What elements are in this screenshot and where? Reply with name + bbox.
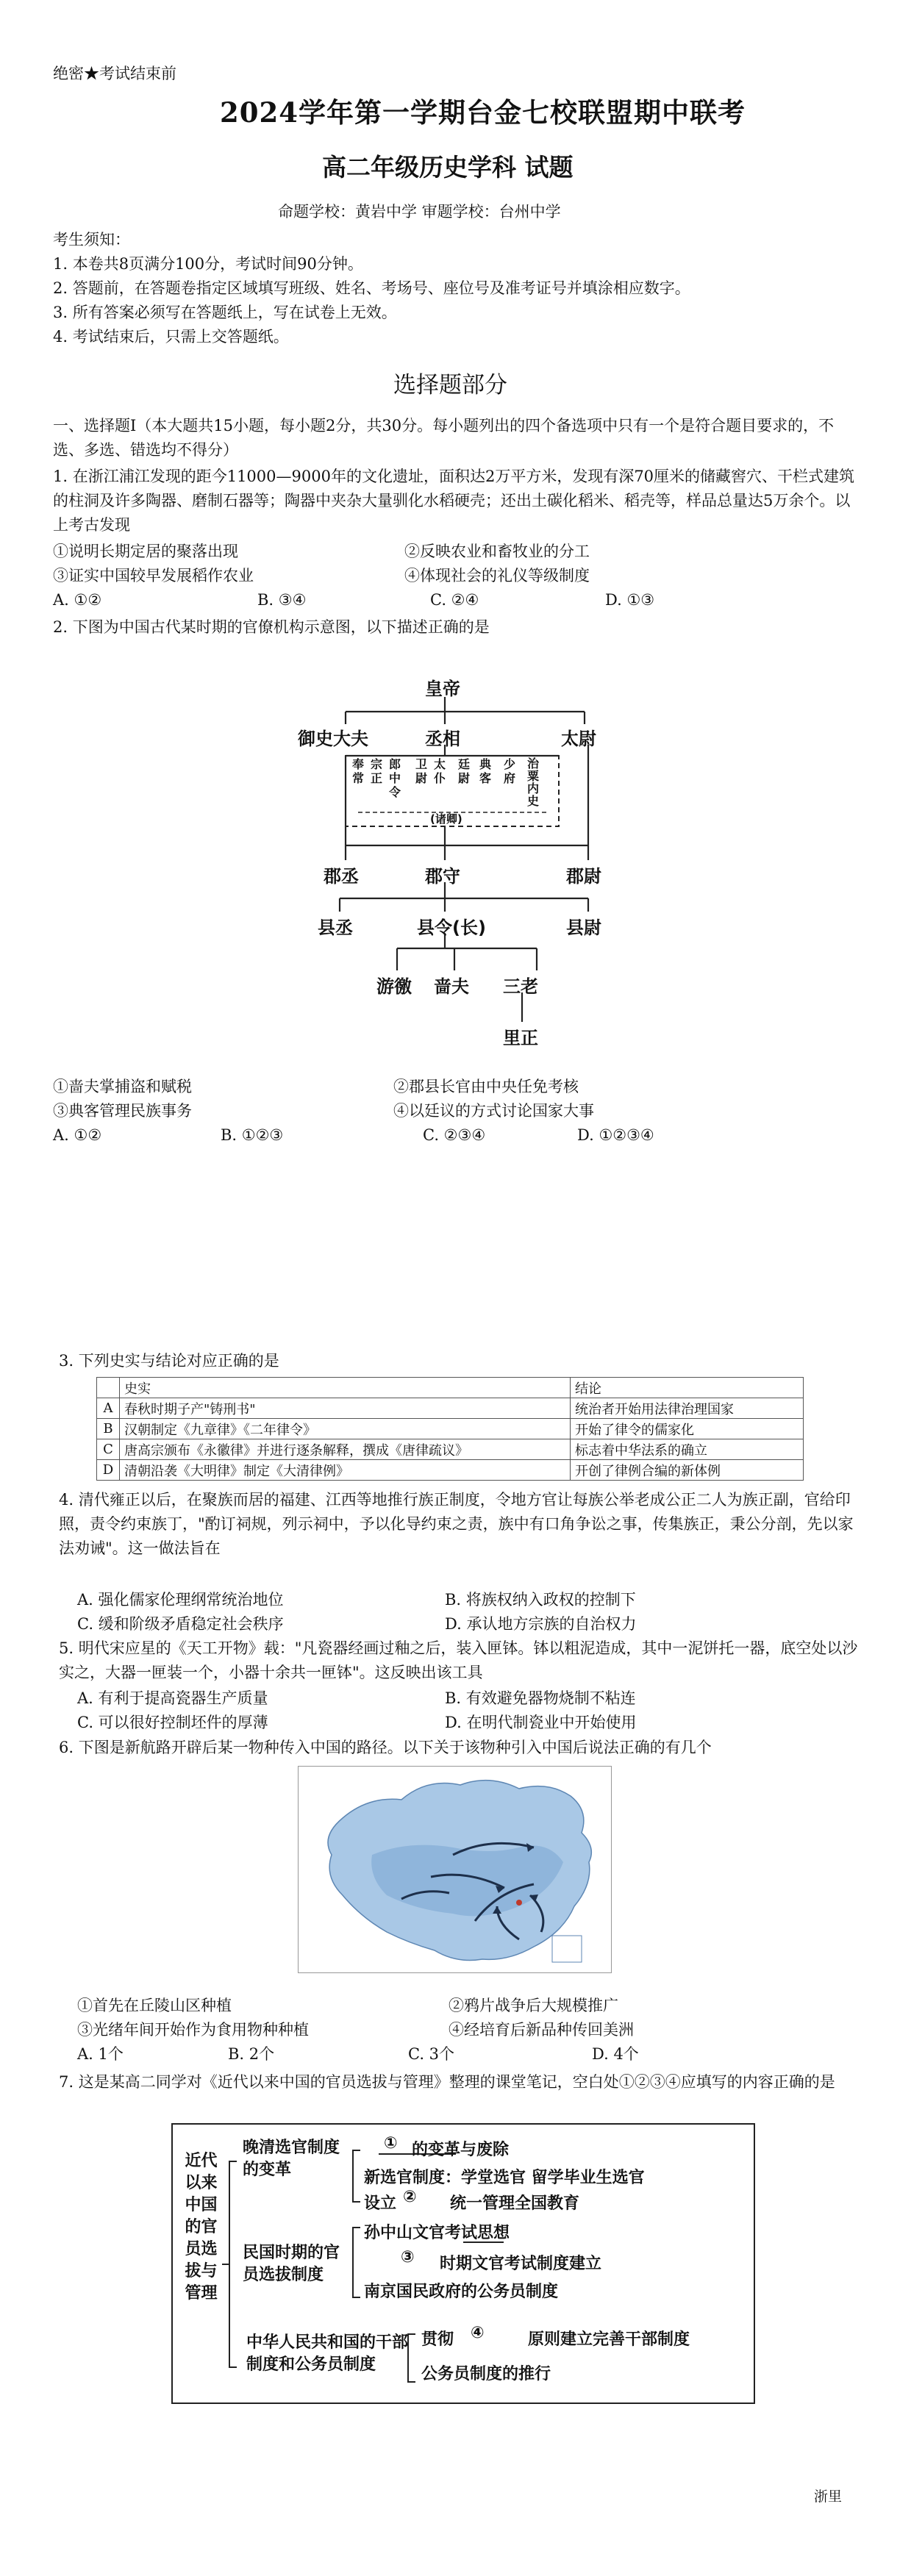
late-qing-line-3a: 设立 [364,2194,397,2213]
question-3-stem: 3. 下列史实与结论对应正确的是 [59,1352,279,1370]
q6-option: ②鸦片战争后大规模推广 [449,1997,618,2014]
sanlao-node: 三老 [503,976,538,997]
q6-option: ①首先在丘陵山区种植 [77,1997,232,2014]
exam-subtitle: 高二年级历史学科 试题 [322,153,574,182]
late-qing-line-2: 新选官制度：学堂选官 留学毕业生选官 [364,2169,645,2187]
q1-choice-c[interactable]: C. ②④ [430,591,479,609]
q5-choice-d[interactable]: D. 在明代制瓷业中开始使用 [445,1714,637,1731]
q2-option: ②郡县长官由中央任免考核 [393,1078,579,1095]
prc-line-2: 公务员制度的推行 [421,2365,551,2383]
notice-item: 3. 所有答案必须写在答题纸上，写在试卷上无效。 [53,304,397,321]
censor-node: 御史大夫 [298,729,368,749]
minister-node: 郎中令 [388,757,401,799]
q2-choice-c[interactable]: C. ②③④ [423,1126,486,1144]
sefu-node: 啬夫 [434,976,469,997]
prc-line-1a: 贯彻 [421,2330,454,2349]
notice-item: 4. 考试结束后，只需上交答题纸。 [53,328,289,346]
late-qing-branch: 晚清选官制度的变革 [243,2139,340,2179]
q2-option: ①啬夫掌捕盗和赋税 [53,1078,192,1095]
q1-option: ①说明长期定居的聚落出现 [53,543,238,560]
section-title: 选择题部分 [393,372,507,398]
table-cell: 统治者开始用法律治理国家 [571,1398,804,1419]
q1-option: ②反映农业和畜牧业的分工 [404,543,590,560]
question-4-stem: 4. 清代雍正以后，在聚族而居的福建、江西等地推行族正制度，令地方官让每族公举老成公正二人为族正副，官给印照，责令约束族丁，"酌订祠规，列示祠中，予以化导约束之责，族中有口角争讼之事，传集族正，秉公分剖，先以家法劝诫"。这一做法旨在 [59,1491,854,1557]
ministers-group-label: (诸卿) [430,812,462,826]
notice-item: 2. 答题前，在答题卷指定区域填写班级、姓名、考场号、座位号及准考证号并填涂相应数字。 [53,279,690,297]
county-aide-node: 县丞 [318,917,353,938]
minister-node: 宗正 [370,757,382,785]
question-6-stem: 6. 下图是新航路开辟后某一物种传入中国的路径。以下关于该物种引入中国后说法正确的有几个 [59,1739,712,1756]
table-cell: 开创了律例合编的新体例 [571,1460,804,1481]
notice-heading: 考生须知： [53,231,130,248]
minister-node: 太仆 [433,757,446,785]
emperor-node: 皇帝 [425,679,460,699]
q4-choice-a[interactable]: A. 强化儒家伦理纲常统治地位 [77,1591,284,1609]
table-cell: 春秋时期子产"铸刑书" [120,1398,571,1419]
lizheng-node: 里正 [503,1028,538,1048]
commandery-commandant-node: 郡尉 [566,866,601,887]
notice-item: 1. 本卷共8页满分100分，考试时间90分钟。 [53,255,363,273]
q6-choice-d[interactable]: D. 4个 [592,2045,639,2063]
exam-title: 2024学年第一学期台金七校联盟期中联考 [220,96,746,129]
commandery-governor-node: 郡守 [425,866,460,887]
q1-option: ③证实中国较早发展稻作农业 [53,567,254,584]
table-header: 结论 [571,1378,804,1398]
table-cell: A [97,1398,120,1419]
table-cell: 汉朝制定《九章律》《二年律令》 [120,1419,571,1439]
q2-option: ④以廷议的方式讨论国家大事 [393,1102,594,1120]
q2-option: ③典客管理民族事务 [53,1102,192,1120]
republic-branch: 民国时期的官员选拔制度 [243,2244,340,2284]
table-cell: 清朝沿袭《大明律》制定《大清律例》 [120,1460,571,1481]
minister-node: 奉常 [351,757,364,785]
q2-choice-b[interactable]: B. ①②③ [221,1126,284,1144]
q4-choice-d[interactable]: D. 承认地方宗族的自治权力 [445,1615,637,1633]
question-5-stem: 5. 明代宋应星的《天工开物》载："凡瓷器经画过釉之后，装入匣钵。钵以粗泥造成，其中一泥饼托一器，底空处以沙实之，大器一匣装一个，小器十余共一匣钵"。这反映出该工具 [59,1639,858,1681]
q6-choice-c[interactable]: C. 3个 [408,2045,455,2063]
q1-choice-d[interactable]: D. ①③ [605,591,655,609]
youjiao-node: 游徼 [376,976,412,997]
blank-3[interactable]: ③ [401,2248,415,2266]
q5-choice-a[interactable]: A. 有利于提高瓷器生产质量 [77,1689,268,1707]
blank-2[interactable]: ② [403,2188,417,2206]
county-magistrate-node: 县令(长) [417,917,486,938]
county-commandant-node: 县尉 [566,917,601,938]
blank-4[interactable]: ④ [471,2324,485,2342]
q5-choice-b[interactable]: B. 有效避免器物烧制不粘连 [445,1689,636,1707]
table-cell: D [97,1460,120,1481]
q1-choice-b[interactable]: B. ③④ [257,591,307,609]
q2-choice-d[interactable]: D. ①②③④ [577,1126,654,1144]
republic-line-2: 时期文官考试制度建立 [440,2255,602,2273]
q6-option: ④经培育后新品种传回美洲 [449,2021,634,2039]
blank-1[interactable]: ① [384,2134,398,2153]
table-cell: C [97,1439,120,1460]
q6-choice-a[interactable]: A. 1个 [77,2045,124,2063]
late-qing-line-1: 的变革与废除 [412,2141,510,2159]
q1-option: ④体现社会的礼仪等级制度 [404,567,590,584]
minister-node: 少府 [503,757,515,785]
commandery-aide-node: 郡丞 [324,866,359,887]
minister-node: 治粟内史 [526,756,539,808]
question-2-stem: 2. 下图为中国古代某时期的官僚机构示意图，以下描述正确的是 [53,618,490,636]
q1-choice-a[interactable]: A. ①② [53,591,102,609]
prc-branch: 中华人民共和国的干部制度和公务员制度 [246,2333,409,2374]
part-intro: 一、选择题Ⅰ（本大题共15小题，每小题2分，共30分。每小题列出的四个备选项中只有一个是符合题目要求的，不选、多选、错选均不得分） [53,417,835,459]
late-qing-line-3b: 统一管理全国教育 [450,2194,580,2213]
republic-line-1: 孙中山文官考试思想 [364,2224,510,2242]
chancellor-node: 丞相 [425,729,460,749]
table-cell: 标志着中华法系的确立 [571,1439,804,1460]
notes-root: 近代以来中国的官员选拔与管理 [185,2152,218,2303]
school-info: 命题学校：黄岩中学 审题学校：台州中学 [278,203,561,221]
q5-choice-c[interactable]: C. 可以很好控制坯件的厚薄 [77,1714,268,1731]
q4-choice-b[interactable]: B. 将族权纳入政权的控制下 [445,1591,636,1609]
table-cell: 唐高宗颁布《永徽律》并进行逐条解释，撰成《唐律疏议》 [120,1439,571,1460]
table-cell: B [97,1419,120,1439]
commandant-node: 太尉 [561,729,596,749]
republic-line-3: 南京国民政府的公务员制度 [364,2283,559,2301]
question-7-stem: 7. 这是某高二同学对《近代以来中国的官员选拔与管理》整理的课堂笔记，空白处①②③④应填写的内容正确的是 [59,2073,835,2091]
table-cell: 开始了律令的儒家化 [571,1419,804,1439]
minister-node: 卫尉 [415,757,427,785]
q4-choice-c[interactable]: C. 缓和阶级矛盾稳定社会秩序 [77,1615,284,1633]
minister-node: 典客 [479,757,491,785]
prc-line-1b: 原则建立完善干部制度 [528,2330,690,2349]
minister-node: 廷尉 [457,757,470,785]
confidential-label: 绝密★考试结束前 [53,65,176,82]
q2-choice-a[interactable]: A. ①② [53,1126,102,1144]
table-header: 史实 [120,1378,571,1398]
question-1-stem: 1. 在浙江浦江发现的距今11000—9000年的文化遗址，面积达2万平方米，发现有深70厘米的储藏窖穴、干栏式建筑的柱洞及许多陶器、磨制石器等；陶器中夹杂大量驯化水稻硬壳；还出土碳化稻米、稻壳等，样品总量达5万余个。以上考古发现 [53,468,855,534]
q6-choice-b[interactable]: B. 2个 [228,2045,275,2063]
q6-option: ③光绪年间开始作为食用物种种植 [77,2021,309,2039]
footer-mark: 浙里 [814,2489,843,2505]
